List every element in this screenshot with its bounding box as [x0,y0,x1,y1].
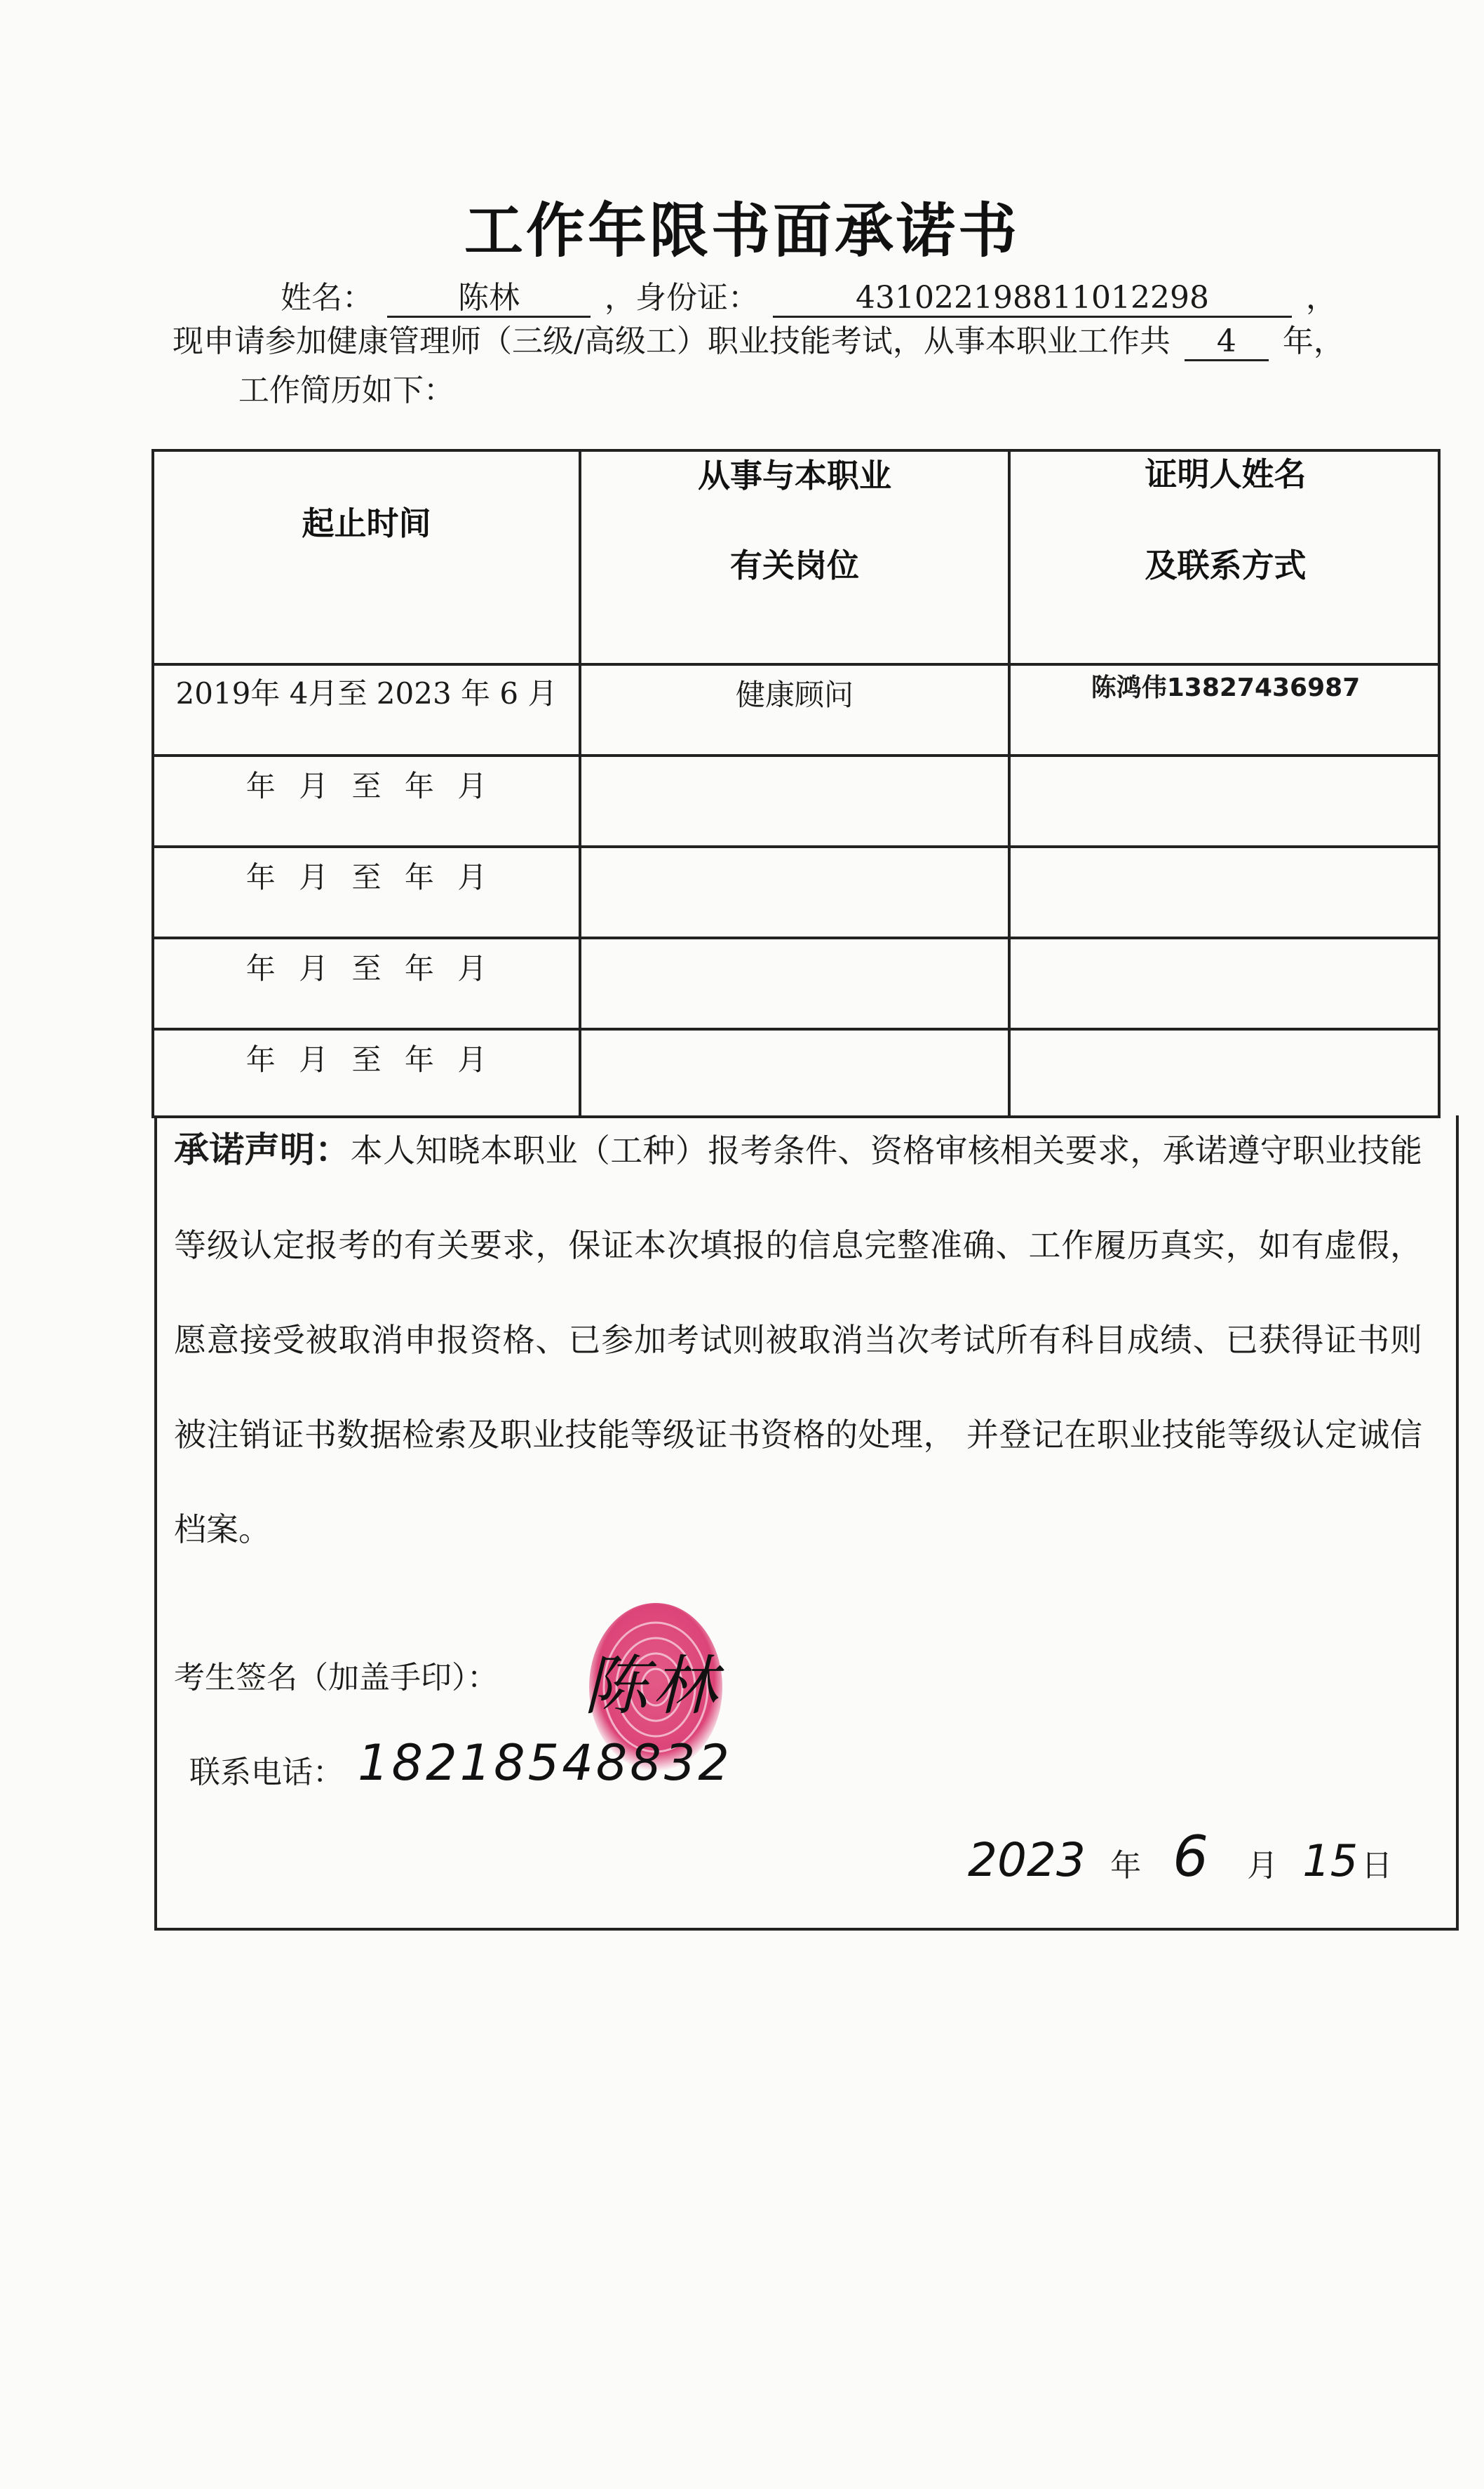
table-row-witness: 陈鸿伟13827436987 [1091,673,1361,702]
date-day: 15 [1302,1835,1358,1886]
apply-line [173,316,1344,361]
table-row-period: 年 月 至 年 月 [245,860,487,894]
id-tail: ， [1306,280,1337,316]
table-divider [151,845,1441,848]
table-row-period: 年 月 至 年 月 [245,1042,487,1077]
name-value: 陈林 [387,281,591,318]
date-month-label: 月 [1247,1848,1279,1884]
table-divider [151,937,1441,939]
apply-prefix: 现申请参加健康管理师（三级/高级工）职业技能考试，从事本职业工作共 [173,323,1171,359]
header-post-line2: 有关岗位 [730,546,859,584]
table-divider [151,663,1441,666]
table-row-period: 年 月 至 年 月 [245,951,487,986]
header-post-line1: 从事与本职业 [698,457,891,495]
header-period: 起止时间 [302,504,431,542]
phone-value: 18218548832 [358,1734,732,1792]
date-month: 6 [1173,1824,1209,1889]
date-year-label: 年 [1110,1848,1142,1884]
date-year: 2023 [968,1833,1086,1887]
years-suffix: 年， [1282,323,1344,359]
years-value: 4 [1185,324,1269,361]
table-row-period: 2019年 4月至 2023 年 6 月 [175,676,558,711]
name-label: 姓名： [281,280,373,316]
document-title: 工作年限书面承诺书 [464,196,1020,265]
header-witness-line1: 证明人姓名 [1145,455,1307,493]
sign-date [968,1824,1392,1887]
id-value: 431022198811012298 [773,281,1292,318]
table-divider [151,754,1441,757]
table-row-period: 年 月 至 年 月 [245,769,487,803]
table-divider [151,1028,1441,1031]
sign-label: 考生签名（加盖手印）： [174,1660,498,1696]
id-label: ，身份证： [605,280,759,316]
promise-statement [174,1103,1422,1577]
resume-label: 工作简历如下： [238,373,454,408]
date-day-label: 日 [1361,1848,1393,1884]
promise-label: 承诺声明： [174,1129,351,1170]
name-id-line [281,272,1337,318]
header-witness-line2: 及联系方式 [1145,546,1307,584]
phone-label: 联系电话： [189,1755,344,1790]
signature-handwritten: 陈林 [584,1649,722,1724]
promise-text: 本人知晓本职业（工种）报考条件、资格审核相关要求，承诺遵守职业技能等级认定报考的有关要求，保证本次填报的信息完整准确、工作履历真实，如有虚假，愿意接受被取消申报资格、已参加考试则被取消当次考试所有科目成绩、已获得证书则被注销证书数据检索及职业技能等级证书资格的处理， 并登记在职业技能等级认定诚信档案。 [174,1132,1423,1548]
table-row-post: 健康顾问 [735,678,854,712]
